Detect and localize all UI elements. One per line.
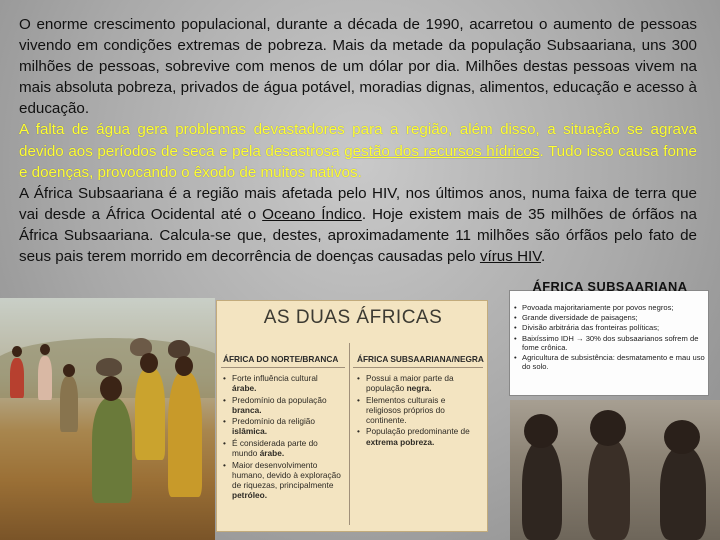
subsaharan-africa-header: ÁFRICA SUBSAARIANA/NEGRA [357,354,484,364]
paragraph-hiv-text-1: A África Subsaariana é a região mais afetada pelo HIV, nos últimos anos, numa faixa de terra que vai desde a África Ocidental até o [19,184,697,223]
table-divider [349,343,350,525]
table-title: AS DUAS ÁFRICAS [263,307,443,328]
paragraph-water [19,119,697,182]
paragraph-water-text-1: A falta de água gera problemas devastadores para a região, além disso, a situação se agrava devido aos períodos de seca e pela desastrosa [19,121,697,160]
list-item: • Agricultura de subsistência: desmatamento e mau uso do solo. [514,353,706,371]
water-management-term: gestão dos recursos hídricos [344,142,540,160]
list-item: • É considerada parte do mundo árabe. [223,438,343,458]
two-africas-table [216,300,488,532]
paragraph-hiv-text-2: . Hoje existem mais de 35 milhões de órfãos na África Subsaariana. Calcula-se que, destes, aproximadamente 11 milhões são órfãos pelo fato de seus pais terem morrido em decorrência de doenças causadas pelo [19,205,697,266]
list-item: • Predomínio da religião islâmica. [223,416,343,436]
left-header-rule [221,367,345,368]
list-item: • Povoada majoritariamente por povos negros; [514,303,706,312]
list-item: • Maior desenvolvimento humano, devido à exploração de riquezas, principalmente petróleo. [223,460,343,500]
subsaharan-info-box [509,279,709,396]
paragraph-water-text-2: . Tudo isso causa fome e doenças, provocando o êxodo de muitos nativos. [19,142,697,181]
north-africa-list [223,373,343,502]
list-item: • Predomínio da população branca. [223,395,343,415]
paragraph-poverty: O enorme crescimento populacional, durante a década de 1990, acarretou o aumento de pessoas vivendo em condições extremas de pobreza. Mais da metade da população Subsaariana, uns 300 milhões de pessoas, sobrevive com menos de um dólar por dia. Milhões destas pessoas vivem na mais absoluta pobreza, privados de água potável, moradias dignas, alimentos, educação e acesso à educação. [19,16,697,118]
info-box-list [514,303,706,372]
list-item: • Possui a maior parte da população negra. [357,373,481,393]
list-item: • Baixíssimo IDH → 30% dos subsaarianos sofrem de fome crônica. [514,334,706,352]
indian-ocean-term: Oceano Índico [262,205,362,223]
text-content [19,14,697,267]
hiv-virus-term: vírus HIV [479,248,541,266]
subsaharan-africa-list [357,373,481,448]
right-header-rule [353,367,483,368]
starving-children-photo [510,400,720,540]
list-item: • Forte influência cultural árabe. [223,373,343,393]
list-item: • População predominante de extrema pobreza. [357,426,481,446]
children-carrying-water-photo [0,298,215,540]
list-item: • Elementos culturais e religiosos próprios do continente. [357,395,481,425]
list-item: • Grande diversidade de paisagens; [514,313,706,322]
info-box-title: ÁFRICA SUBSAARIANA [532,279,688,294]
paragraph-hiv [19,183,697,267]
north-africa-header: ÁFRICA DO NORTE/BRANCA [223,354,339,364]
list-item: • Divisão arbitrária das fronteiras políticas; [514,323,706,332]
paragraph-hiv-text-3: . [541,248,546,266]
